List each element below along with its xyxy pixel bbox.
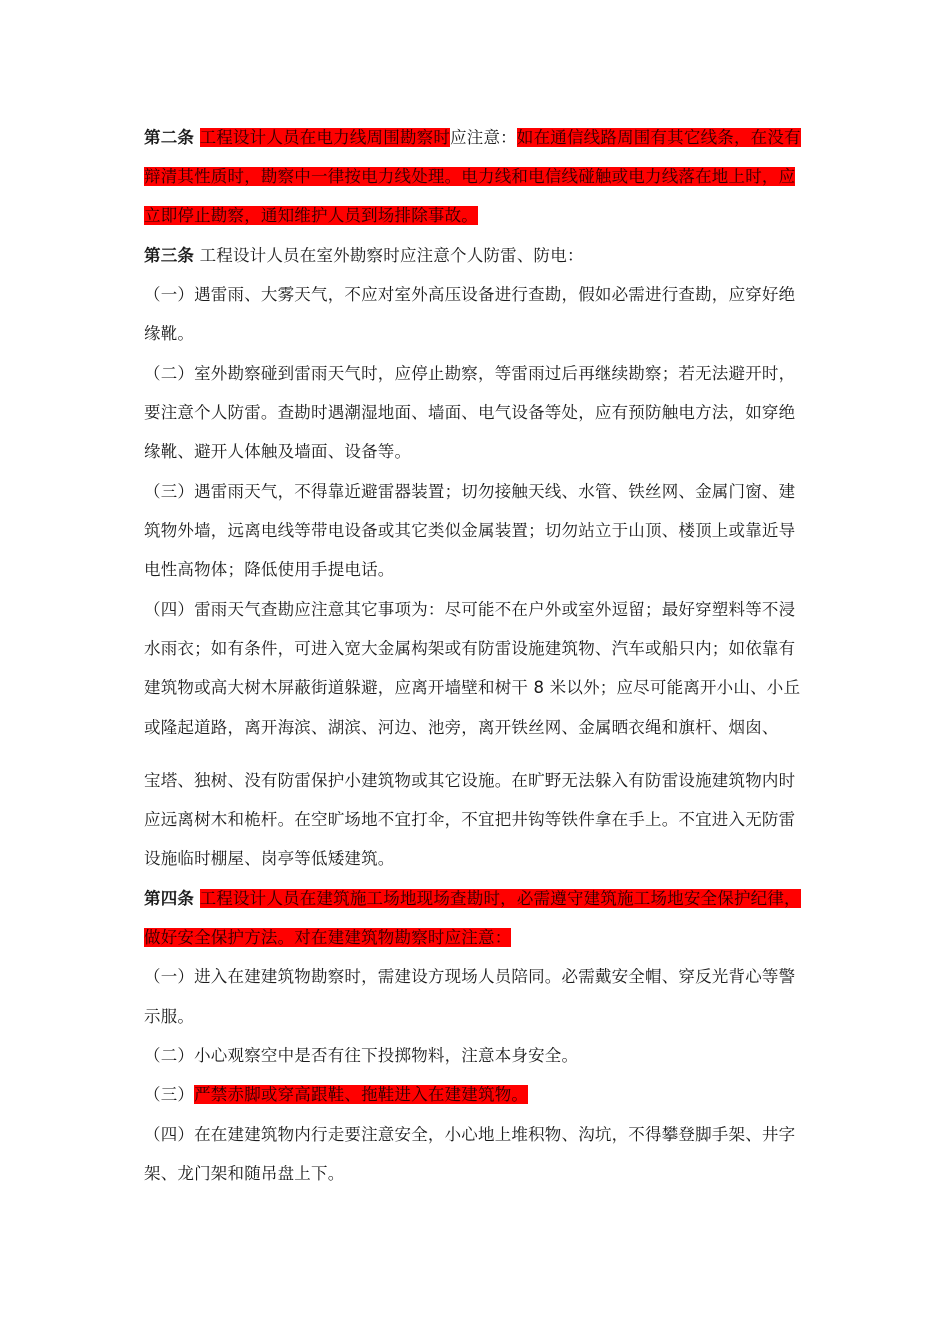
article3-intro: 工程设计人员在室外勘察时应注意个人防雷、防电： [199, 246, 584, 265]
article4-highlight-2: 做好安全保护方法。对在建建筑物勘察时应注意： [144, 928, 512, 947]
paragraph-line: 或隆起道路，离开海滨、湖滨、河边、池旁，离开铁丝网、金属晒衣绳和旗杆、烟囱、 [144, 718, 779, 737]
paragraph-line: （二）室外勘察碰到雷雨天气时，应停止勘察，等雷雨过后再继续勘察；若无法避开时， [144, 364, 796, 383]
article2-highlight-3b: 。电力线和电信线碰触或电力线落在地上时，应 [444, 167, 796, 186]
paragraph-line: （三）遇雷雨天气，不得靠近避雷器装置；切勿接触天线、水管、铁丝网、金属门窗、建 [144, 482, 796, 501]
paragraph-line: 缘靴。 [144, 324, 195, 343]
article2-highlight-2: 如在通信线路周围有其它线条，在没有 [516, 128, 801, 147]
paragraph-line: 应远离树木和桅杆。在空旷场地不宜打伞，不宜把井钩等铁件拿在手上。不宜进入无防雷 [144, 810, 796, 829]
paragraph-line: （二）小心观察空中是否有往下投掷物料，注意本身安全。 [144, 1046, 579, 1065]
paragraph-line: 水雨衣；如有条件，可进入宽大金属构架或有防雷设施建筑物、汽车或船只内；如依靠有 [144, 639, 796, 658]
article3-intro-line [144, 245, 824, 267]
article4-label: 第四条 [144, 889, 195, 908]
paragraph-line: 示服。 [144, 1007, 195, 1026]
paragraph-line: 电性高物体；降低使用手提电话。 [144, 560, 395, 579]
article4-line-1 [144, 888, 824, 910]
article4-highlight-1: 工程设计人员在建筑施工场地现场查勘时，必需遵守建筑施工场地安全保护纪律， [199, 889, 801, 908]
paragraph-line: （四）雷雨天气查勘应注意其它事项为：尽可能不在户外或室外逗留；最好穿塑料等不浸 [144, 600, 796, 619]
item3-prefix: （三） [144, 1085, 195, 1104]
article2-text-1: 应注意： [450, 128, 517, 147]
article2-highlight-3: 辩清其性质时，勘察中一律按电力线处理 [144, 167, 445, 186]
paragraph-line: （一）进入在建建筑物勘察时，需建设方现场人员陪同。必需戴安全帽、穿反光背心等警 [144, 967, 796, 986]
paragraph-line: 宝塔、独树、没有防雷保护小建筑物或其它设施。在旷野无法躲入有防雷设施建筑物内时 [144, 771, 796, 790]
article3-label: 第三条 [144, 246, 195, 265]
article4-item3-line [144, 1084, 824, 1106]
paragraph-line: （一）遇雷雨、大雾天气，不应对室外高压设备进行查勘，假如必需进行查勘，应穿好绝 [144, 285, 796, 304]
paragraph-line: 筑物外墙，远离电线等带电设备或其它类似金属装置；切勿站立于山顶、楼顶上或靠近导 [144, 521, 796, 540]
article2-highlight-1: 工程设计人员在电力线周围勘察时 [199, 128, 451, 147]
paragraph-line: （四）在在建建筑物内行走要注意安全，小心地上堆积物、沟坑，不得攀登脚手架、井字 [144, 1125, 796, 1144]
paragraph-line: 要注意个人防雷。查勘时遇潮湿地面、墙面、电气设备等处，应有预防触电方法，如穿绝 [144, 403, 796, 422]
article2-label: 第二条 [144, 128, 195, 147]
article2-line-2 [144, 166, 824, 188]
article2-line-1 [144, 127, 824, 149]
paragraph-line: 架、龙门架和随吊盘上下。 [144, 1164, 345, 1183]
paragraph-line: 设施临时棚屋、岗亭等低矮建筑。 [144, 849, 395, 868]
article2-highlight-4: 立即停止勘察，通知维护人员到场排除事故。 [144, 206, 478, 225]
article2-line-3 [144, 205, 824, 227]
item3-highlight: 严禁赤脚或穿高跟鞋、拖鞋进入在建建筑物。 [194, 1085, 529, 1104]
paragraph-line: 缘靴、避开人体触及墙面、设备等。 [144, 442, 412, 461]
paragraph-line: 建筑物或高大树木屏蔽街道躲避，应离开墙壁和树干 8 米以外；应尽可能离开小山、小丘 [144, 678, 801, 697]
article4-line-2 [144, 927, 824, 949]
